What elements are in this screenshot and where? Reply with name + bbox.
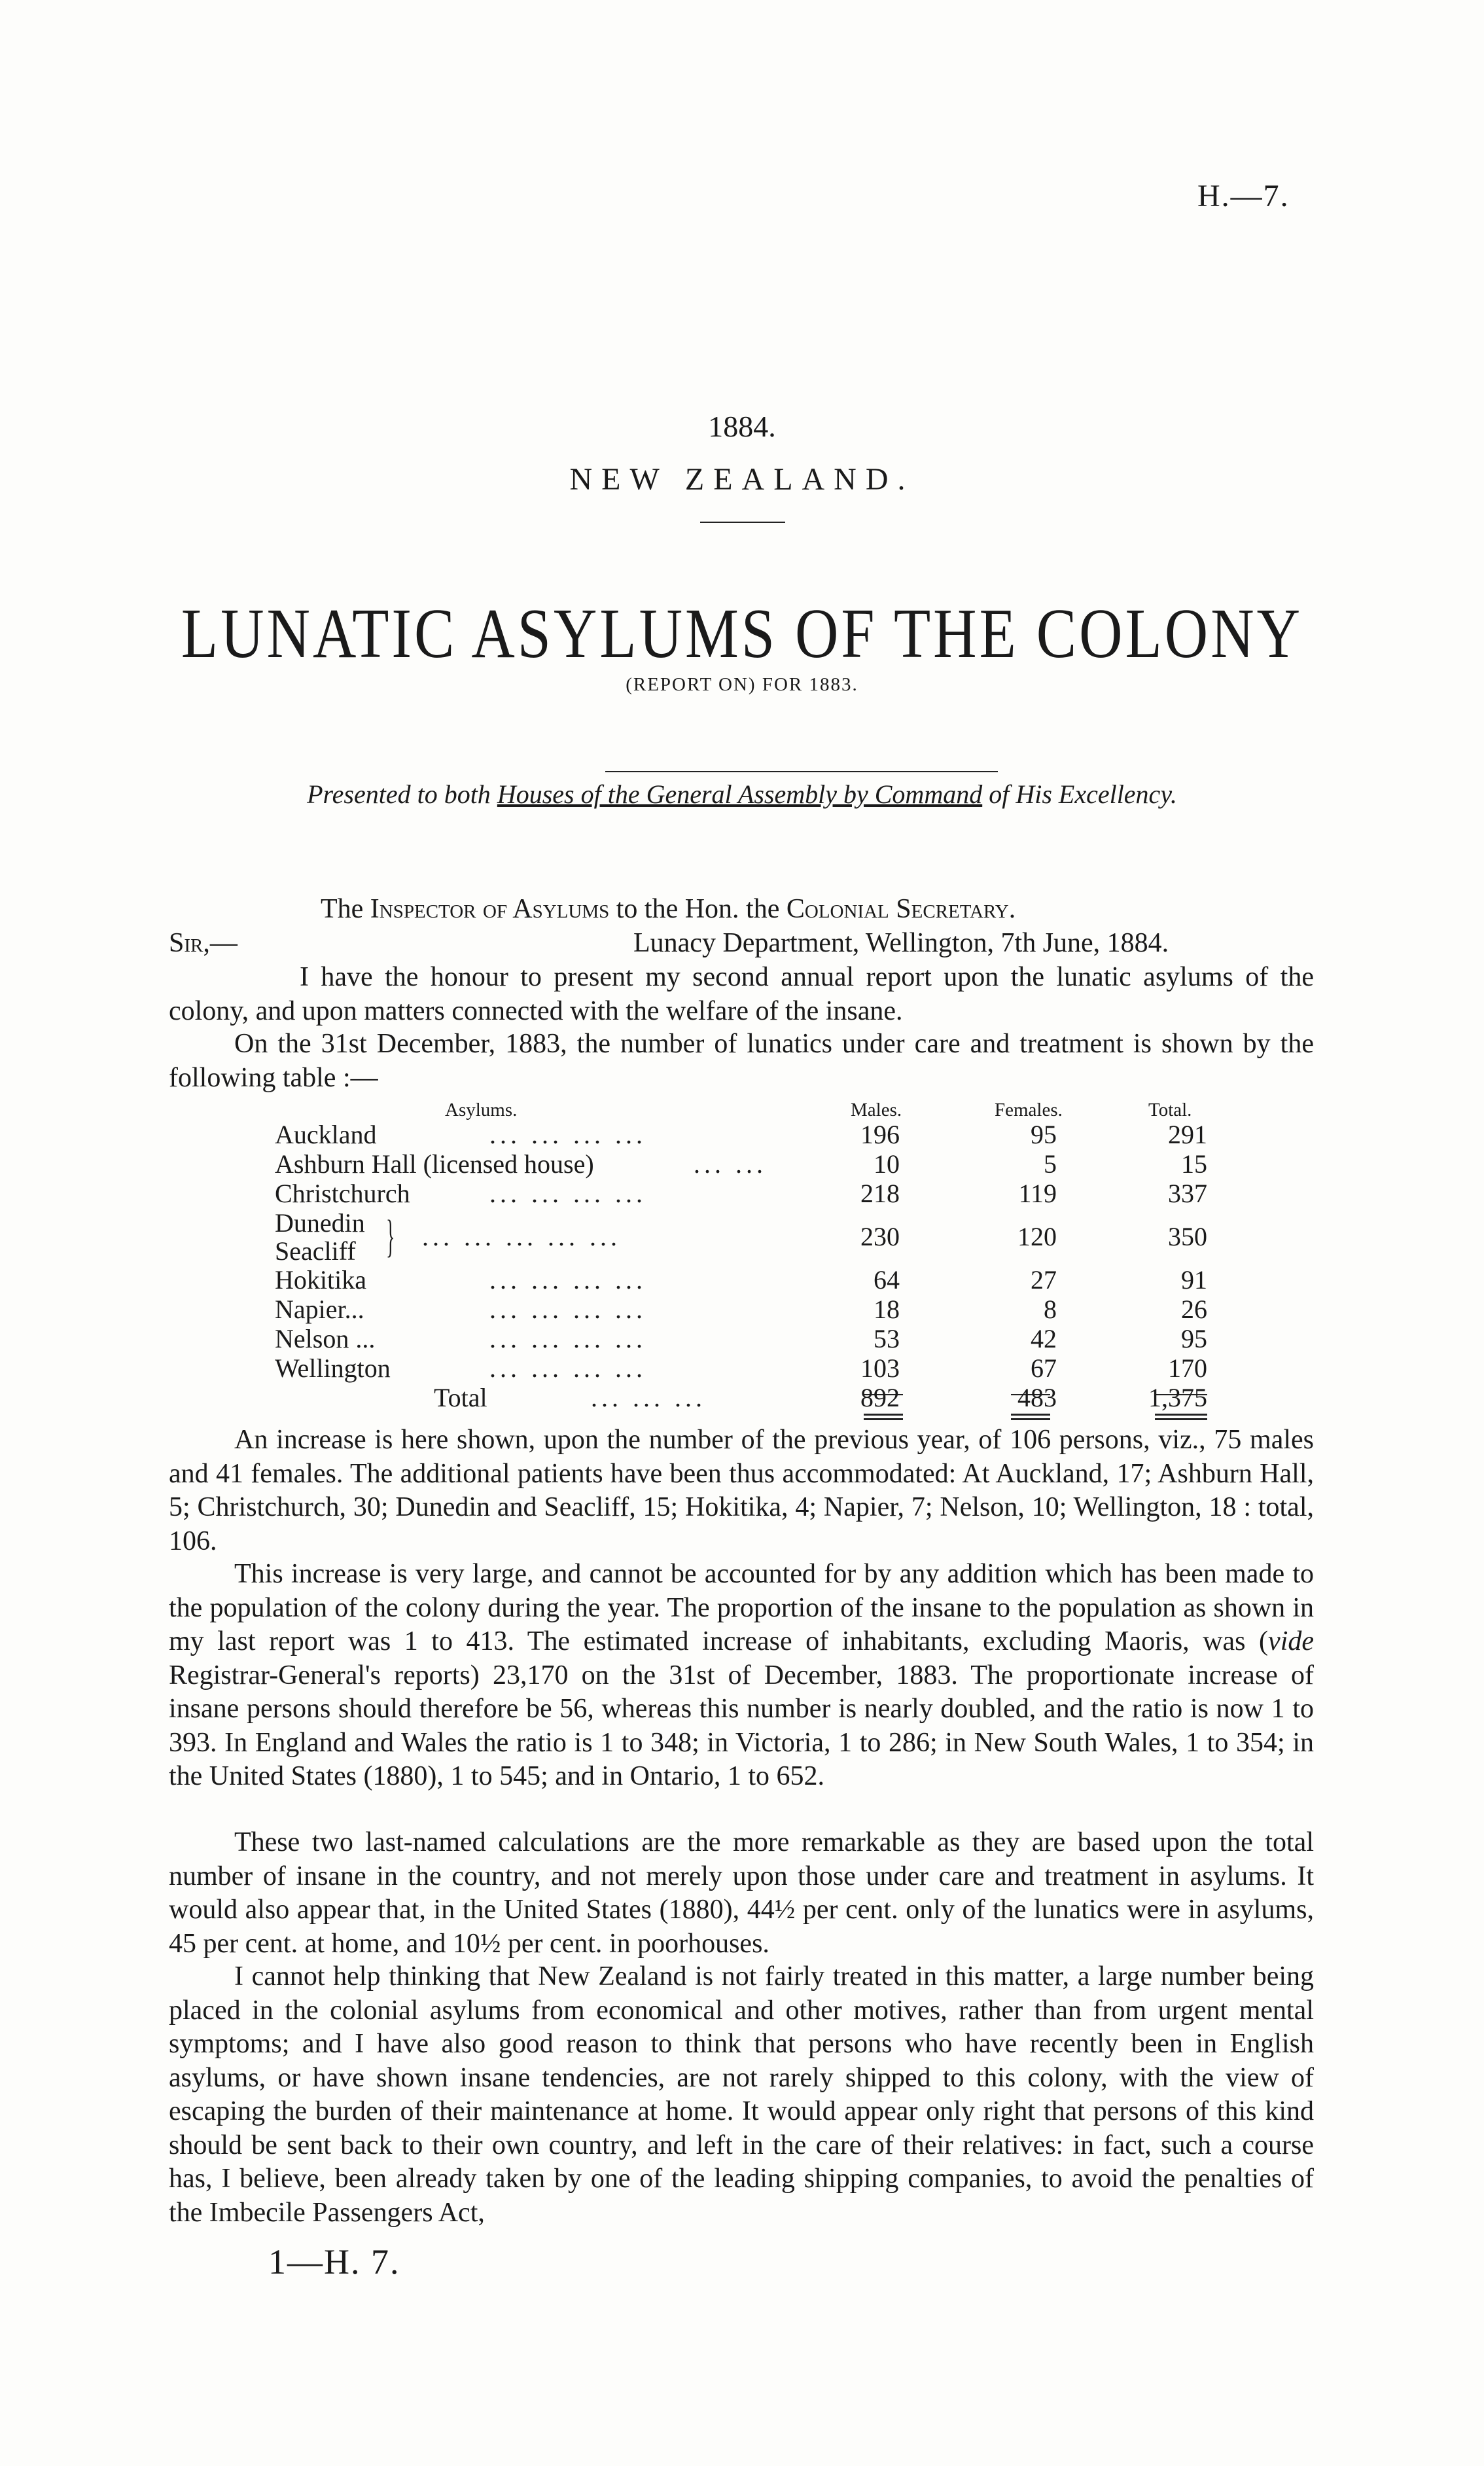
row-males: 103 <box>860 1353 900 1383</box>
page-identifier: H.—7. <box>1197 179 1290 213</box>
salutation: Sir,— <box>169 928 238 958</box>
row-leader-dots: ... ... ... ... <box>489 1324 646 1353</box>
row-males: 230 <box>860 1222 900 1251</box>
row-total: 26 <box>1181 1295 1207 1324</box>
row-leader-dots: ... ... ... ... <box>489 1179 646 1208</box>
paragraph-new-zealand: I cannot help thinking that New Zealand is not fairly treated in this matter, a large number being placed in the colonial asylums from economical and other motives, rather than from urgent mental symptoms; and I have also good reason to think that persons who have recently been in English asylums, or have shown insane tendencies, are not rarely shipped to this colony, with the view of escaping the burden of their maintenance at home. It would appear only right that persons of this kind should be sent back to their own country, and left in the care of their relatives: in fact, such a course has, I believe, been already taken by one of the leading shipping companies, to avoid the penalties of the Imbecile Passengers Act, <box>169 1961 1314 2228</box>
divider-long <box>605 771 998 772</box>
row-leader-dots: ... ... ... ... <box>489 1295 646 1324</box>
total-males: 892 <box>860 1383 900 1412</box>
address-mid: to the Hon. the <box>609 894 786 924</box>
row-females: 95 <box>1031 1120 1057 1149</box>
row-leader-dots: ... ... ... ... ... <box>422 1222 621 1251</box>
row-females: 119 <box>1018 1179 1057 1208</box>
row-leader-dots: ... ... ... ... <box>489 1120 646 1149</box>
country-heading: NEW ZEALAND. <box>569 462 915 497</box>
row-females: 42 <box>1031 1324 1057 1353</box>
row-leader-dots: ... ... ... ... <box>489 1265 646 1295</box>
row-males: 196 <box>860 1120 900 1149</box>
row-asylum-name: Nelson ... <box>275 1324 376 1353</box>
col-header-asylums: Asylums. <box>445 1099 518 1120</box>
double-rule <box>1155 1414 1207 1416</box>
double-rule <box>1155 1418 1207 1420</box>
total-females: 483 <box>1017 1383 1057 1412</box>
row-asylum-name: Napier... <box>275 1295 364 1324</box>
address-from: Inspector of Asylums <box>370 894 610 924</box>
row-females: 5 <box>1044 1149 1057 1179</box>
address-to: Colonial Secretary. <box>786 894 1016 924</box>
row-females: 27 <box>1031 1265 1057 1295</box>
letter-address <box>321 893 1016 925</box>
paragraph-intro: I have the honour to present my second annual report upon the lunatic asylums of the colony, and upon matters connected with the welfare of the insane. <box>169 962 1314 1026</box>
row-asylum-name: Auckland <box>275 1120 377 1149</box>
row-males: 18 <box>874 1295 900 1324</box>
row-females: 67 <box>1031 1353 1057 1383</box>
divider-short <box>700 522 785 523</box>
row-total: 291 <box>1168 1120 1207 1149</box>
total-total: 1,375 <box>1148 1383 1207 1412</box>
place-date: Lunacy Department, Wellington, 7th June, 1884. <box>633 928 1169 958</box>
paragraph-proportion <box>169 1558 1314 1794</box>
row-asylum-name: Christchurch <box>275 1179 410 1208</box>
row-males: 53 <box>874 1324 900 1353</box>
brace-mark: } <box>386 1211 395 1262</box>
paragraph-proportion-a: This increase is very large, and cannot be accounted for by any addition which has been made to the population of the colony during the year. The proportion of the insane to the population as shown in my last report was 1 to 413. The estimated increase of inhabitants, excluding Maoris, was ( <box>169 1559 1314 1656</box>
double-rule <box>1011 1418 1050 1420</box>
row-asylum-name: Wellington <box>275 1353 391 1383</box>
row-total: 95 <box>1181 1324 1207 1353</box>
row-asylum-name: Ashburn Hall (licensed house) <box>275 1149 594 1179</box>
row-total: 170 <box>1168 1353 1207 1383</box>
col-header-total: Total. <box>1148 1099 1192 1120</box>
vide-italic: vide <box>1268 1626 1314 1656</box>
document-subtitle: (REPORT ON) FOR 1883. <box>626 674 858 695</box>
row-females: 120 <box>1017 1222 1057 1251</box>
row-leader-dots: ... ... ... ... <box>489 1353 646 1383</box>
col-header-males: Males. <box>851 1099 902 1120</box>
address-pre: The <box>321 894 370 924</box>
row-males: 218 <box>860 1179 900 1208</box>
row-total: 337 <box>1168 1179 1207 1208</box>
row-leader-dots: ... ... <box>694 1149 767 1179</box>
row-asylum-name: Hokitika <box>275 1265 366 1295</box>
double-rule <box>864 1418 903 1420</box>
sheet-identifier: 1—H. 7. <box>268 2242 400 2281</box>
total-label: Total <box>434 1383 487 1412</box>
row-males: 10 <box>874 1149 900 1179</box>
row-males: 64 <box>874 1265 900 1295</box>
presented-line <box>0 779 1484 810</box>
presented-underlined: Houses of the General Assembly by Command <box>497 779 983 809</box>
col-header-females: Females. <box>995 1099 1063 1120</box>
presented-post: of His Excellency. <box>982 779 1177 809</box>
report-year: 1884. <box>708 410 776 443</box>
paragraph-table-lead: On the 31st December, 1883, the number of lunatics under care and treatment is shown by the following table :— <box>169 1029 1314 1093</box>
paragraph-increase: An increase is here shown, upon the number of the previous year, of 106 persons, viz., 75 males and 41 females. The additional patients have been thus accommodated: At Auckland, 17; Ashburn Hall, 5; Christchurch, 30; Dunedin and Seacliff, 15; Hokitika, 4; Napier, 7; Nelson, 10; Wellington, 18 : total, 106. <box>169 1425 1314 1556</box>
row-females: 8 <box>1044 1295 1057 1324</box>
row-total: 350 <box>1168 1222 1207 1251</box>
total-leader-dots: ... ... ... <box>591 1383 706 1412</box>
row-asylum-name-2: Seacliff <box>275 1236 356 1266</box>
row-asylum-name: Dunedin <box>275 1208 365 1238</box>
double-rule <box>864 1414 903 1416</box>
row-total: 15 <box>1181 1149 1207 1179</box>
row-total: 91 <box>1181 1265 1207 1295</box>
double-rule <box>1011 1414 1050 1416</box>
paragraph-proportion-b: Registrar-General's reports) 23,170 on the 31st of December, 1883. The proportionate increase of insane persons should therefore be 56, whereas this number is nearly doubled, and the ratio is now 1 to 393. In England and Wales the ratio is 1 to 348; in Victoria, 1 to 286; in New South Wales, 1 to 354; in the United States (1880), 1 to 545; and in Ontario, 1 to 652. <box>169 1660 1314 1791</box>
document-title: LUNATIC ASYLUMS OF THE COLONY <box>181 594 1303 673</box>
paragraph-calculations: These two last-named calculations are the more remarkable as they are based upon the total number of insane in the country, and not merely upon those under care and treatment in asylums. It would also appear that, in the United States (1880), 44½ per cent. only of the lunatics were in asylums, 45 per cent. at home, and 10½ per cent. in poorhouses. <box>169 1827 1314 1959</box>
presented-pre: Presented to both <box>307 779 497 809</box>
